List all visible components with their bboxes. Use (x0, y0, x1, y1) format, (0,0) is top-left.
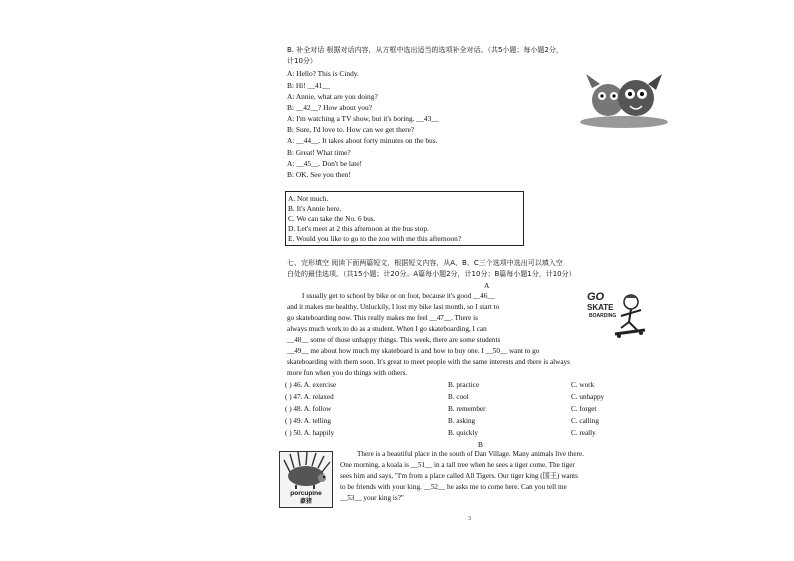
svg-text:BOARDING: BOARDING (589, 313, 617, 319)
porcupine-icon (280, 452, 332, 490)
passage-a-line: I usually get to school by bike or on foot, because it's good __46__ (302, 292, 495, 300)
porcupine-label: porcupine (290, 490, 322, 497)
dialogue-line: A: I'm watching a TV show, but it's boring. __43__ (287, 114, 439, 123)
passage-b-line: to be friends with your king. __52__ he asks me to come here. Can you tell me (340, 483, 567, 491)
dialogue-line: A: __45__. Don't be late! (287, 159, 363, 168)
passage-a-line: go skateboarding now. This really makes me feel __47__. There is (287, 314, 478, 322)
option-b: B. It's Annie here. (288, 204, 342, 213)
option-d: D. Let's meet at 2 this afternoon at the bus stop. (288, 224, 429, 233)
passage-b-label: B (478, 440, 483, 449)
passage-b-line: sees him and says, "I'm from a place called All Tigers. Our tiger king (国王) wants (340, 472, 578, 480)
dialogue-line: B: Sure, I'd love to. How can we get there? (287, 125, 415, 134)
section-b-instruction-cont: 计10分） (287, 57, 317, 65)
passage-a-line: more fun when you do things with others. (287, 369, 408, 377)
go-skate-logo-text: GO (587, 291, 605, 303)
section-7-title: 七、完形填空 阅读下面两篇短文，根据短文内容，从A、B、C三个选项中选出可以填入空 (287, 259, 563, 267)
passage-a-line: __48__ some of those unhappy things. This week, there are some students (287, 336, 501, 344)
dialogue-line: B: Hi! __41__ (287, 81, 330, 90)
cartoon-animals-illustration (578, 70, 670, 130)
option-e: E. Would you like to go to the zoo with me this afternoon? (288, 234, 462, 243)
option-c: C. We can take the No. 6 bus. (288, 214, 376, 223)
exam-page: B. 补全对话 根据对话内容，从方框中选出适当的选项补全对话。（共5小题；每小题2分， 计10分） A: Hello? This is Cindy. B: Hi! __41__ A: Annie, what are you doing? B: __42__? How about you? A: I'm watching a TV show, but it's boring. __43__ B: Sure, I'd love to. How can we get there? A: __44__. It takes about forty minutes on the bus. B: Great! What time? A: __45__. Don't be late! B: OK. See you then! A. Not much. B. It's Annie here. C. We can take the No. 6 bus. D. Let's meet at 2 this afternoon at the bus stop. E. Would you like to go to the zoo with me this afternoon? 七、完形填空 阅读下面两篇短文，根据短文内容，从A、B、C三个选项中选出可以填入空 白处的最佳选项。（共15小题；计20分。A篇每小题2分，计10分；B篇每小题1分，计10分） A I usually get to school by bike or on foot, because it's good __46__ and it makes me healthy. Unluckily, I lost my bike last month, so I start to go skateboarding now. This really makes me feel __47__. There is always much work to do as a student. When I go skateboarding, I can __48__ some of those unhappy things. This week, there are some students __49__ me about how much my skateboard is and how to buy one. I __50__ want to go skateboarding with them soon. It's great to meet people with the same interests and there is always more fun when you do things with others. GO SKATE BOARDING ( ) 46. A. exercise B. practice C. work ( ) 47. A. relaxed B. cool C. unhappy ( ) 48. A. follow B. remember C. forget ( ) 49. A. telling B. asking C. calling ( ) 50. A. happily B. quickly C. really B There is a beautiful place in the south of Dan Village. Many animals live there. One morning, a koala is __51__ in a tall tree when he sees a tiger come. The tiger sees him and says, "I'm from a place called All Tigers. Our tiger king (国王) wants to be friends with your king. __52__ he asks me to come here. Can you tell me __53__ your king is?" porcupine 豪猪 3 (0, 0, 794, 561)
passage-b-line: There is a beautiful place in the south of Dan Village. Many animals live there. (357, 450, 584, 458)
dialogue-line: B: __42__? How about you? (287, 103, 372, 112)
skateboarding-illustration (585, 288, 649, 344)
dialogue-line: A: Annie, what are you doing? (287, 92, 378, 101)
passage-a-line: skateboarding with them soon. It's great to meet people with the same interests and there is always (287, 358, 570, 366)
passage-a-label: A (484, 281, 490, 290)
svg-text:SKATE: SKATE (587, 303, 614, 312)
page-number: 3 (468, 516, 471, 522)
dialogue-line: A: Hello? This is Cindy. (287, 69, 359, 78)
passage-a-line: __49__ me about how much my skateboard is and how to buy one. I __50__ want to go (287, 347, 540, 355)
section-b-instruction: B. 补全对话 根据对话内容，从方框中选出适当的选项补全对话。（共5小题；每小题2分， (287, 46, 563, 54)
passage-a-line: and it makes me healthy. Unluckily, I lost my bike last month, so I start to (287, 303, 500, 311)
passage-a-line: always much work to do as a student. When I go skateboarding, I can (287, 325, 487, 333)
porcupine-label-cn: 豪猪 (299, 498, 312, 505)
passage-b-line: __53__ your king is?" (340, 494, 404, 502)
porcupine-picture (279, 451, 333, 508)
dialogue-line: B: OK. See you then! (287, 170, 351, 179)
option-a: A. Not much. (288, 194, 329, 203)
passage-b-line: One morning, a koala is __51__ in a tall tree when he sees a tiger come. The tiger (340, 461, 575, 469)
dialogue-line: A: __44__. It takes about forty minutes on the bus. (287, 136, 438, 145)
section-7-title-cont: 白处的最佳选项。（共15小题；计20分。A篇每小题2分，计10分；B篇每小题1分，计10分） (287, 270, 576, 278)
dialogue-line: B: Great! What time? (287, 148, 351, 157)
